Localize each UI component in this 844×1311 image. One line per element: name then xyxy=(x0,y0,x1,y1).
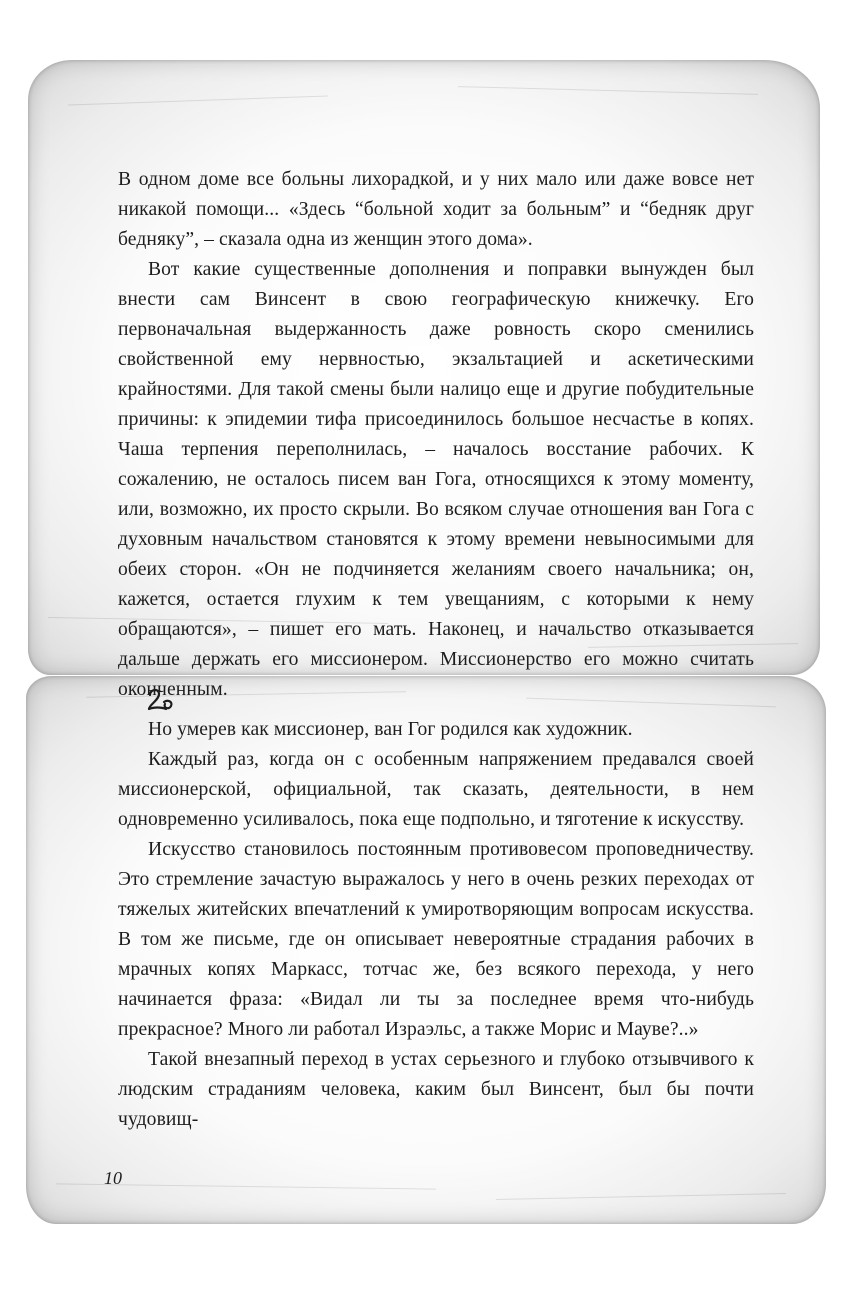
text-section-2 xyxy=(118,715,754,1135)
paper-crease xyxy=(458,86,758,95)
text-section-1 xyxy=(118,165,754,705)
paper-crease xyxy=(496,1193,786,1200)
page-number: 10 xyxy=(104,1168,122,1188)
paper-crease xyxy=(68,95,328,105)
paragraph: Такой внезапный переход в устах серьезного и глубоко отзывчивого к людским страданиям человека, каким был Винсент, был бы почти чудовищ- xyxy=(118,1049,754,1130)
paragraph: В одном доме все больны лихорадкой, и у них мало или даже вовсе нет никакой помощи... «Здесь “больной ходит за больным” и “бедняк друг бедняку”, – сказала одна из женщин этого дома». xyxy=(118,169,754,250)
paragraph: Но умерев как миссионер, ван Гог родился как художник. xyxy=(148,719,633,740)
paragraph: Каждый раз, когда он с особенным напряжением предавался своей миссионерской, официальной, так сказать, деятельности, в нем одновременно усиливалось, пока еще подпольно, и тяготение к искусству. xyxy=(118,749,754,830)
paragraph: Искусство становилось постоянным противовесом проповедничеству. Это стремление зачастую выражалось у него в очень резких переходах от тяжелых житейских впечатлений к умиротворяющим вопросам искусства. В том же письме, где он описывает невероятные страдания рабочих в мрачных копях Маркасс, тотчас же, без всякого перехода, у него начинается фраза: «Видал ли ты за последнее время что-нибудь прекрасное? Много ли работал Израэльс, а также Морис и Мауве?..» xyxy=(118,839,754,1040)
section-ornament-icon xyxy=(146,686,176,712)
paragraph: Вот какие существенные дополнения и поправки вынужден был внести сам Винсент в свою географическую книжечку. Его первоначальная выдержанность даже ровность скоро сменились свойственной ему нервностью, экзальтацией и аскетическими крайностями. Для такой смены были налицо еще и другие побудительные причины: к эпидемии тифа присоединилось большое несчастье в копях. Чаша терпения переполнилась, – началось восстание рабочих. К сожалению, не осталось писем ван Гога, относящихся к этому моменту, или, возможно, их просто скрыли. Во всяком случае отношения ван Гога с духовным начальством становятся к этому времени невыносимыми для обеих сторон. «Он не подчиняется желаниям своего начальника; он, кажется, остается глухим к тем увещаниям, с которыми к нему обращаются», – пишет его мать. Наконец, и начальство отказывается дальше держать его миссионером. Миссионерство его можно считать оконченным. xyxy=(118,259,754,700)
